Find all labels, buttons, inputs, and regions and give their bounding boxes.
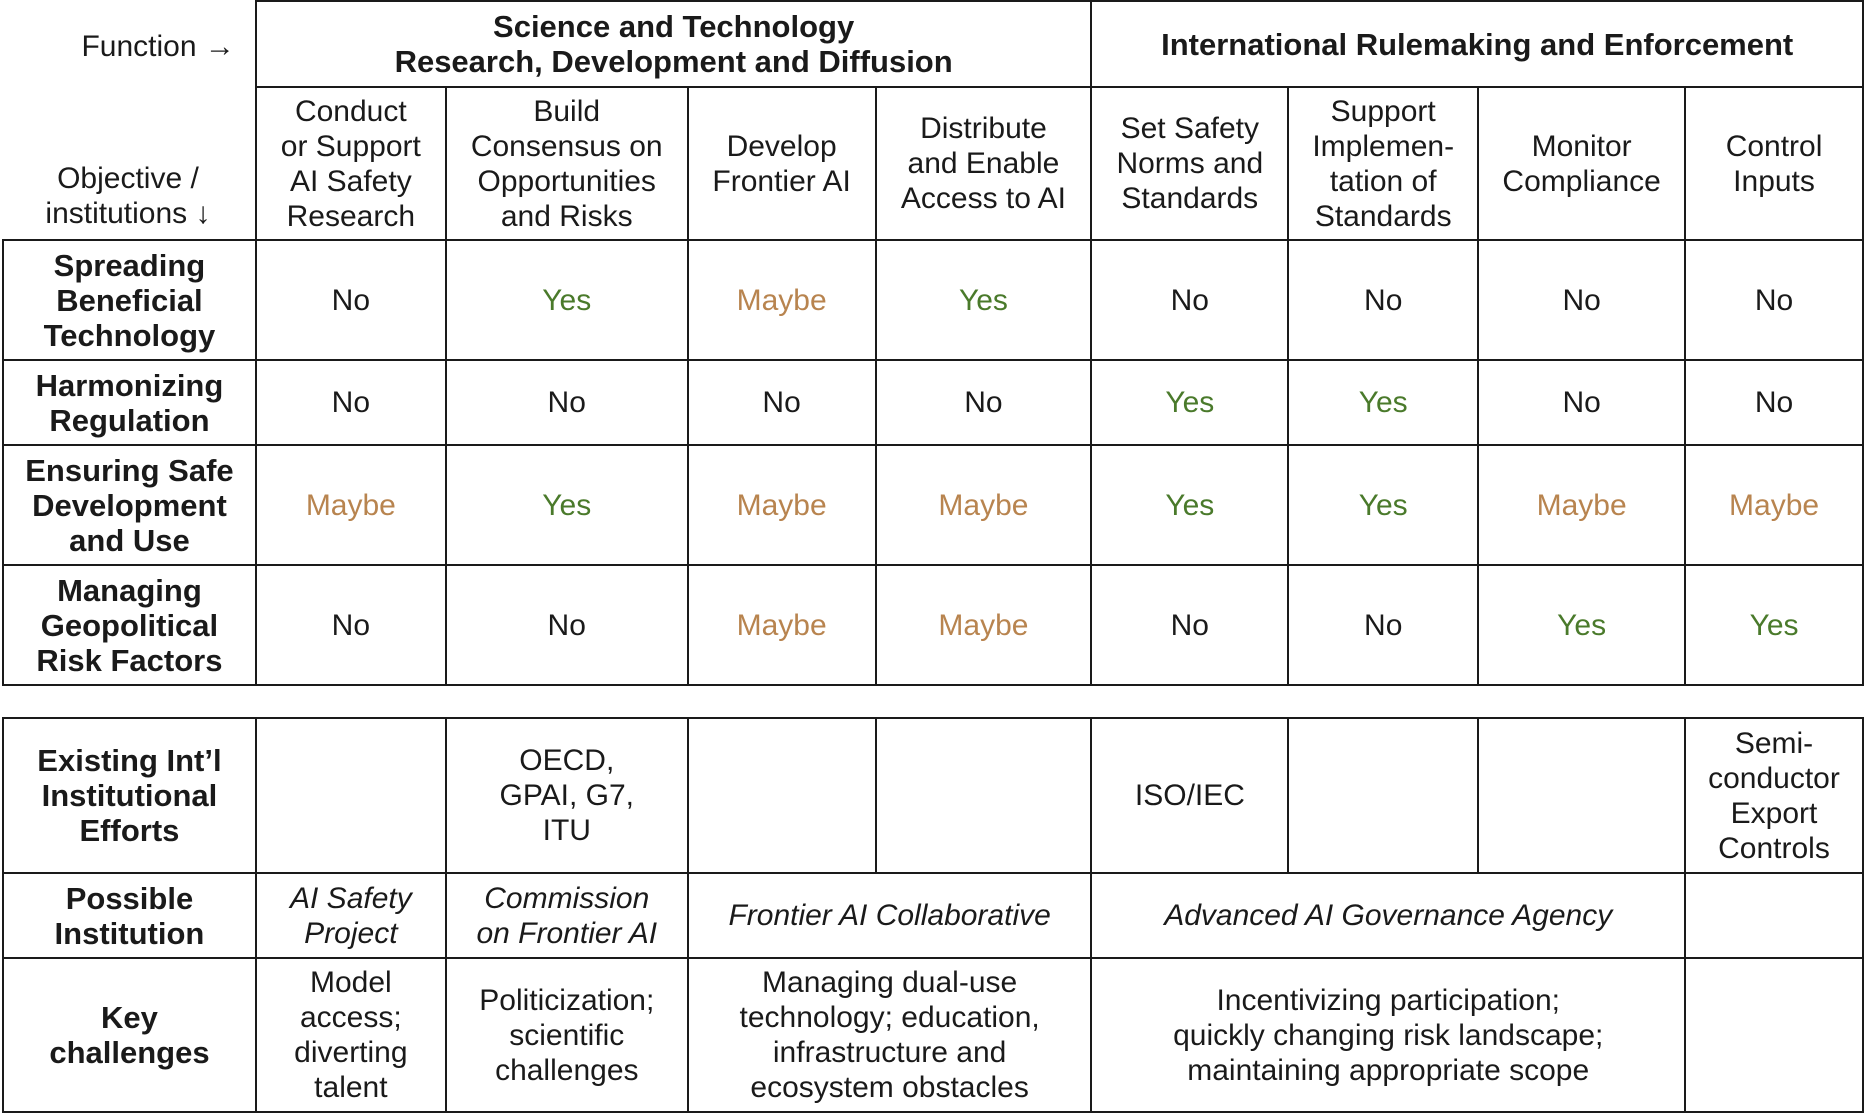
column-header-support-implementation: Support Implemen- tation of Standards	[1288, 87, 1478, 240]
function-axis-label: Function →	[81, 30, 235, 63]
objective-row	[3, 445, 1863, 565]
possible-institution-row	[3, 873, 1863, 958]
objective-value-cell: No	[256, 565, 446, 685]
existing-efforts-row	[3, 718, 1863, 873]
objective-row	[3, 360, 1863, 445]
possible-ai-safety-project: AI Safety Project	[256, 873, 446, 958]
column-header-develop-frontier: Develop Frontier AI	[688, 87, 876, 240]
objective-value-cell: Maybe	[688, 565, 876, 685]
objective-value-cell: No	[446, 360, 688, 445]
existing-cell	[1478, 718, 1685, 873]
existing-cell	[688, 718, 876, 873]
objective-value-cell: Yes	[1091, 445, 1288, 565]
column-header-monitor-compliance: Monitor Compliance	[1478, 87, 1685, 240]
challenge-inputs	[1685, 958, 1863, 1112]
existing-cell: Semi- conductor Export Controls	[1685, 718, 1863, 873]
objective-rows	[3, 240, 1863, 685]
column-header-safety-research: Conduct or Support AI Safety Research	[256, 87, 446, 240]
objective-value-cell: No	[688, 360, 876, 445]
column-header-distribute-access: Distribute and Enable Access to AI	[876, 87, 1092, 240]
objective-row-header: Spreading Beneficial Technology	[3, 240, 256, 360]
objective-value-cell: No	[256, 360, 446, 445]
objective-value-cell: Maybe	[1478, 445, 1685, 565]
column-header-control-inputs: Control Inputs	[1685, 87, 1863, 240]
objective-value-cell: Maybe	[688, 240, 876, 360]
existing-cell: ISO/IEC	[1091, 718, 1288, 873]
objective-value-cell: No	[1478, 360, 1685, 445]
row-header-existing-efforts: Existing Int’l Institutional Efforts	[3, 718, 256, 873]
institutions-table	[2, 717, 1864, 1113]
corner-cell	[3, 1, 256, 240]
column-header-row	[3, 87, 1863, 240]
objective-value-cell: No	[1478, 240, 1685, 360]
objective-value-cell: Yes	[876, 240, 1092, 360]
objective-value-cell: No	[876, 360, 1092, 445]
objective-value-cell: Yes	[1288, 360, 1478, 445]
objective-value-cell: No	[1091, 565, 1288, 685]
objective-value-cell: Maybe	[1685, 445, 1863, 565]
group-header-row	[3, 1, 1863, 87]
objective-value-cell: No	[1685, 240, 1863, 360]
objective-row-header: Managing Geopolitical Risk Factors	[3, 565, 256, 685]
objective-row-header: Harmonizing Regulation	[3, 360, 256, 445]
function-objective-table	[2, 0, 1864, 686]
objective-row-header: Ensuring Safe Development and Use	[3, 445, 256, 565]
existing-cell	[1288, 718, 1478, 873]
objective-value-cell: Yes	[446, 445, 688, 565]
objective-value-cell: No	[1288, 565, 1478, 685]
objective-row	[3, 240, 1863, 360]
challenge-collaborative: Managing dual-use technology; education, infrastructure and ecosystem obstacles	[688, 958, 1092, 1112]
objective-value-cell: Maybe	[688, 445, 876, 565]
objective-value-cell: No	[1685, 360, 1863, 445]
objective-value-cell: No	[256, 240, 446, 360]
row-header-key-challenges: Key challenges	[3, 958, 256, 1112]
column-header-set-norms: Set Safety Norms and Standards	[1091, 87, 1288, 240]
objective-value-cell: No	[1091, 240, 1288, 360]
challenge-commission: Politicization; scientific challenges	[446, 958, 688, 1112]
challenge-agency: Incentivizing participation; quickly changing risk landscape; maintaining appropriate scope	[1091, 958, 1684, 1112]
objective-value-cell: No	[446, 565, 688, 685]
objective-value-cell: Maybe	[256, 445, 446, 565]
possible-collaborative: Frontier AI Collaborative	[688, 873, 1092, 958]
objective-value-cell: Yes	[1685, 565, 1863, 685]
column-header-build-consensus: Build Consensus on Opportunities and Risks	[446, 87, 688, 240]
objective-value-cell: No	[1288, 240, 1478, 360]
objective-value-cell: Yes	[1288, 445, 1478, 565]
key-challenges-row	[3, 958, 1863, 1112]
objective-value-cell: Yes	[1478, 565, 1685, 685]
group-header-science: Science and Technology Research, Development and Diffusion	[256, 1, 1091, 87]
objective-value-cell: Yes	[446, 240, 688, 360]
challenge-ai-safety-project: Model access; diverting talent	[256, 958, 446, 1112]
objective-row	[3, 565, 1863, 685]
group-header-rulemaking: International Rulemaking and Enforcement	[1091, 1, 1863, 87]
objective-axis-label: Objective / institutions ↓	[45, 162, 211, 230]
objective-value-cell: Maybe	[876, 445, 1092, 565]
objective-value-cell: Yes	[1091, 360, 1288, 445]
objective-value-cell: Maybe	[876, 565, 1092, 685]
possible-inputs	[1685, 873, 1863, 958]
possible-commission: Commission on Frontier AI	[446, 873, 688, 958]
existing-cell	[256, 718, 446, 873]
possible-agency: Advanced AI Governance Agency	[1091, 873, 1684, 958]
row-header-possible-institution: Possible Institution	[3, 873, 256, 958]
existing-cell: OECD, GPAI, G7, ITU	[446, 718, 688, 873]
existing-cell	[876, 718, 1092, 873]
